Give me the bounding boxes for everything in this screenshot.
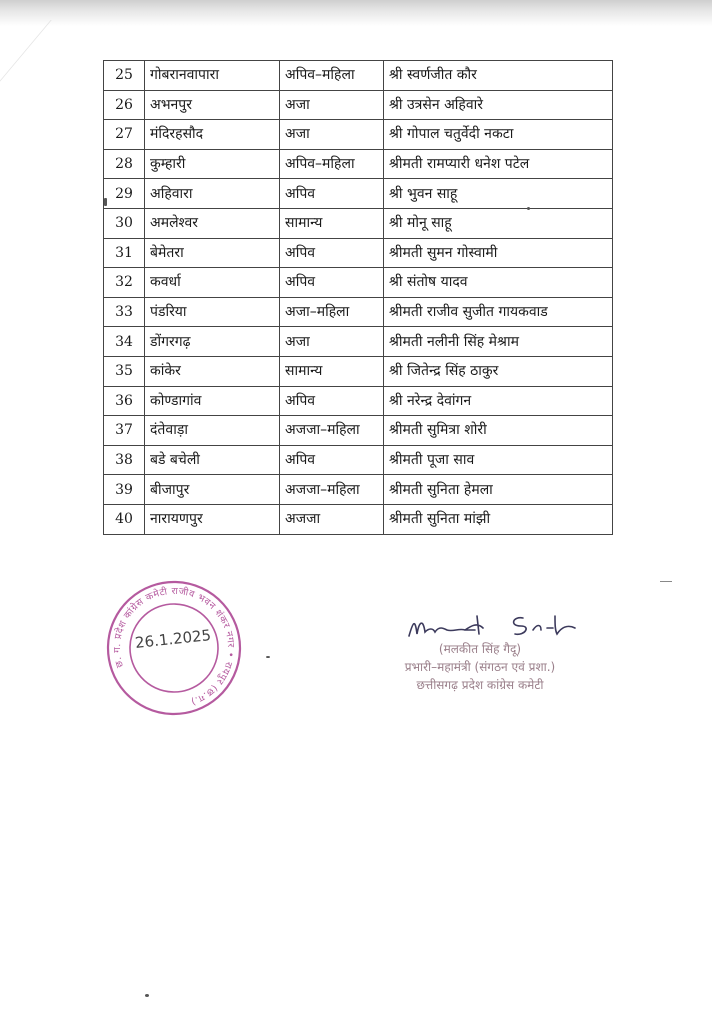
candidate-name: श्रीमती रामप्यारी धनेश पटेल (384, 149, 613, 179)
area-name: कुम्हारी (145, 149, 280, 179)
candidate-name: श्री नरेन्द्र देवांगन (384, 386, 613, 416)
reservation-category: अजा (280, 120, 384, 150)
reservation-category: अपिव–महिला (280, 61, 384, 91)
candidate-name: श्री भुवन साहू (384, 179, 613, 209)
area-name: नारायणपुर (145, 504, 280, 534)
area-name: दंतेवाड़ा (145, 416, 280, 446)
reservation-category: अपिव (280, 179, 384, 209)
reservation-category: अपिव (280, 238, 384, 268)
table-row (104, 504, 613, 534)
candidate-name: श्री जितेन्द्र सिंह ठाकुर (384, 356, 613, 386)
area-name: कवर्धा (145, 268, 280, 298)
reservation-category: अपिव–महिला (280, 149, 384, 179)
table-row (104, 120, 613, 150)
reservation-category: अजा–महिला (280, 297, 384, 327)
reservation-category: अजा (280, 327, 384, 357)
row-number: 26 (104, 90, 145, 120)
row-number: 33 (104, 297, 145, 327)
reservation-category: अजा (280, 90, 384, 120)
scan-speck (145, 994, 149, 997)
candidate-name: श्रीमती सुमन गोस्वामी (384, 238, 613, 268)
row-number: 39 (104, 475, 145, 505)
signatory-name: (मलकीत सिंह गैदू) (438, 642, 522, 656)
row-number: 36 (104, 386, 145, 416)
row-number: 27 (104, 120, 145, 150)
table-row (104, 416, 613, 446)
candidate-name: श्री स्वर्णजीत कौर (384, 61, 613, 91)
signatory-designation: प्रभारी–महामंत्री (संगठन एवं प्रशा.) (404, 660, 556, 674)
table-row (104, 356, 613, 386)
signature-block (360, 606, 600, 696)
reservation-category: अजजा–महिला (280, 475, 384, 505)
table-row (104, 445, 613, 475)
seal-stamp-icon (104, 578, 244, 718)
candidate-name: श्रीमती नलीनी सिंह मेश्राम (384, 327, 613, 357)
area-name: बेमेतरा (145, 238, 280, 268)
row-number: 25 (104, 61, 145, 91)
table-row (104, 238, 613, 268)
candidate-name: श्री गोपाल चतुर्वेदी नकटा (384, 120, 613, 150)
row-number: 34 (104, 327, 145, 357)
area-name: डोंगरगढ़ (145, 327, 280, 357)
row-number: 35 (104, 356, 145, 386)
candidate-name: श्री संतोष यादव (384, 268, 613, 298)
candidate-name: श्रीमती पूजा साव (384, 445, 613, 475)
reservation-category: सामान्य (280, 208, 384, 238)
candidate-name: श्री उत्रसेन अहिवारे (384, 90, 613, 120)
table-row (104, 208, 613, 238)
reservation-category: सामान्य (280, 356, 384, 386)
table-row (104, 179, 613, 209)
row-number: 38 (104, 445, 145, 475)
area-name: अमलेश्वर (145, 208, 280, 238)
table-row (104, 297, 613, 327)
candidate-name: श्रीमती राजीव सुजीत गायकवाड (384, 297, 613, 327)
table-row (104, 149, 613, 179)
signatory-organization: छत्तीसगढ़ प्रदेश कांग्रेस कमेटी (416, 678, 544, 692)
candidate-name: श्रीमती सुनिता हेमला (384, 475, 613, 505)
row-number: 32 (104, 268, 145, 298)
area-name: गोबरानवापारा (145, 61, 280, 91)
scan-speck (104, 198, 107, 206)
area-name: अहिवारा (145, 179, 280, 209)
reservation-category: अपिव (280, 268, 384, 298)
row-number: 28 (104, 149, 145, 179)
row-number: 40 (104, 504, 145, 534)
area-name: अभनपुर (145, 90, 280, 120)
scan-speck (527, 207, 530, 210)
area-name: बीजापुर (145, 475, 280, 505)
reservation-category: अजजा–महिला (280, 416, 384, 446)
row-number: 30 (104, 208, 145, 238)
reservation-category: अपिव (280, 386, 384, 416)
row-number: 37 (104, 416, 145, 446)
table-row (104, 90, 613, 120)
row-number: 29 (104, 179, 145, 209)
candidate-name: श्री मोनू साहू (384, 208, 613, 238)
table-row (104, 61, 613, 91)
candidate-name: श्रीमती सुनिता मांझी (384, 504, 613, 534)
svg-text:छ. ग. प्रदेश कांग्रेस कमेटी रा: छ. ग. प्रदेश कांग्रेस कमेटी राजीव भवन शंकर नगर • रायपुर (छ.ग.) (111, 585, 237, 708)
reservation-category: अपिव (280, 445, 384, 475)
ward-allocation-table (103, 60, 613, 535)
scan-speck (660, 581, 672, 582)
area-name: कोण्डागांव (145, 386, 280, 416)
seal-date: 26.1.2025 (134, 626, 212, 652)
table-row (104, 475, 613, 505)
table-row (104, 386, 613, 416)
handwritten-signature (405, 610, 585, 644)
table-row (104, 268, 613, 298)
area-name: कांकेर (145, 356, 280, 386)
table-row (104, 327, 613, 357)
area-name: मंदिरहसौद (145, 120, 280, 150)
row-number: 31 (104, 238, 145, 268)
reservation-category: अजजा (280, 504, 384, 534)
area-name: पंडरिया (145, 297, 280, 327)
scan-speck (266, 656, 270, 658)
area-name: बडे बचेली (145, 445, 280, 475)
candidate-name: श्रीमती सुमित्रा शोरी (384, 416, 613, 446)
office-seal (104, 578, 244, 718)
